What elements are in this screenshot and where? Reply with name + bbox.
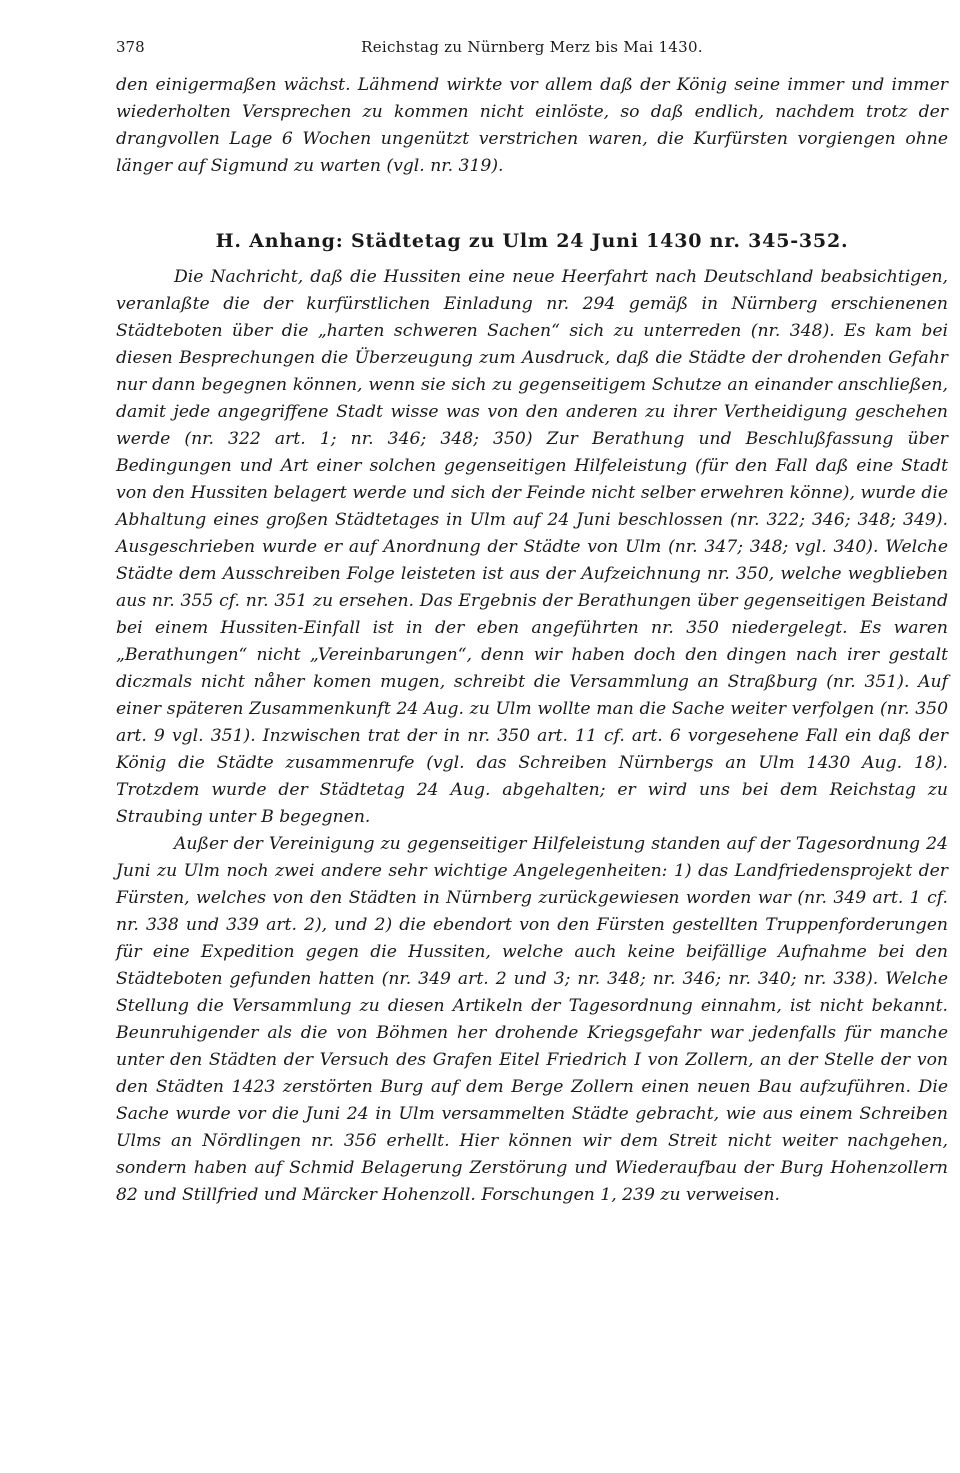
section-heading: H. Anhang: Städtetag zu Ulm 24 Juni 1430 nr. 345-352. — [215, 230, 849, 252]
body-paragraph-2: Außer der Vereinigung zu gegenseitiger Hilfeleistung standen auf der Tagesordnung 24 Juni zu Ulm noch zwei andere sehr wichtige Angelegenheiten: 1) das Landfriedensprojekt der Fürsten, welches von den Städten in Nürnberg zurückgewiesen worden war (nr. 349 art. 1 cf. nr. 338 und 339 art. 2), und 2) die ebendort von den Fürsten gestellten Truppenforderungen für eine Expedition gegen die Hussiten, welche auch keine beifällige Aufnahme bei den Städteboten gefunden hatten (nr. 349 art. 2 und 3; nr. 348; nr. 346; nr. 340; nr. 338). Welche Stellung die Versammlung zu diesen Artikeln der Tagesordnung einnahm, ist nicht bekannt. Beunruhigender als die von Böhmen her drohende Kriegsgefahr war jedenfalls für manche unter den Städten der Versuch des Grafen Eitel Friedrich I von Zollern, an der Stelle der von den Städten 1423 zerstörten Burg auf dem Berge Zollern einen neuen Bau aufzuführen. Die Sache wurde vor die Juni 24 in Ulm versammelten Städte gebracht, wie aus einem Schreiben Ulms an Nördlingen nr. 356 erhellt. Hier können wir dem Streit nicht weiter nachgehen, sondern haben auf Schmid Belagerung Zerstörung und Wiederaufbau der Burg Hohenzollern 82 und Stillfried und Märcker Hohenzoll. Forschungen 1, 239 zu verweisen. — [116, 834, 948, 1205]
running-head — [116, 38, 948, 62]
body-paragraph-1: Die Nachricht, daß die Hussiten eine neue Heerfahrt nach Deutschland beabsichtigen, veranlaßte die der kurfürstlichen Einladung nr. 294 gemäß in Nürnberg erschienenen Städteboten über die „harten schweren Sachen“ sich zu unterreden (nr. 348). Es kam bei diesen Besprechungen die Überzeugung zum Ausdruck, daß die Städte der drohenden Gefahr nur dann begegnen können, wenn sie sich zu gegenseitigem Schutze an einander anschließen, damit jede angegriffene Stadt wisse was von den anderen zu ihrer Vertheidigung geschehen werde (nr. 322 art. 1; nr. 346; 348; 350) Zur Berathung und Beschlußfassung über Bedingungen und Art einer solchen gegenseitigen Hilfeleistung (für den Fall daß eine Stadt von den Hussiten belagert werde und sich der Feinde nicht selber erwehren könne), wurde die Abhaltung eines großen Städtetages in Ulm auf 24 Juni beschlossen (nr. 322; 346; 348; 349). Ausgeschrieben wurde er auf Anordnung der Städte von Ulm (nr. 347; 348; vgl. 340). Welche Städte dem Ausschreiben Folge leisteten ist aus der Aufzeichnung nr. 350, welche wegblieben aus nr. 355 cf. nr. 351 zu ersehen. Das Ergebnis der Berathungen über gegenseitigen Beistand bei einem Hussiten-Einfall ist in der eben angeführten nr. 350 niedergelegt. Es waren „Berathungen“ nicht „Vereinbarungen“, denn wir haben doch den dingen nach irer gestalt diczmals nicht nåher komen mugen, schreibt die Versammlung an Straßburg (nr. 351). Auf einer späteren Zusammenkunft 24 Aug. zu Ulm wollte man die Sache weiter verfolgen (nr. 350 art. 9 vgl. 351). Inzwischen trat der in nr. 350 art. 11 cf. art. 6 vorgesehene Fall ein daß der König die Städte zusammenrufe (vgl. das Schreiben Nürnbergs an Ulm 1430 Aug. 18). Trotzdem wurde der Städtetag 24 Aug. abgehalten; er wird uns bei dem Reichstag zu Straubing unter B begegnen. — [116, 267, 948, 827]
main-text-block — [116, 264, 948, 1209]
running-title: Reichstag zu Nürnberg Merz bis Mai 1430. — [361, 38, 703, 56]
intro-paragraph-block — [116, 72, 948, 180]
page-number: 378 — [116, 38, 145, 56]
intro-paragraph: den einigermaßen wächst. Lähmend wirkte vor allem daß der König seine immer und immer wiederholten Versprechen zu kommen nicht einlöste, so daß endlich, nachdem trotz der drangvollen Lage 6 Wochen ungenützt verstrichen waren, die Kurfürsten vorgiengen ohne länger auf Sigmund zu warten (vgl. nr. 319). — [116, 75, 948, 176]
